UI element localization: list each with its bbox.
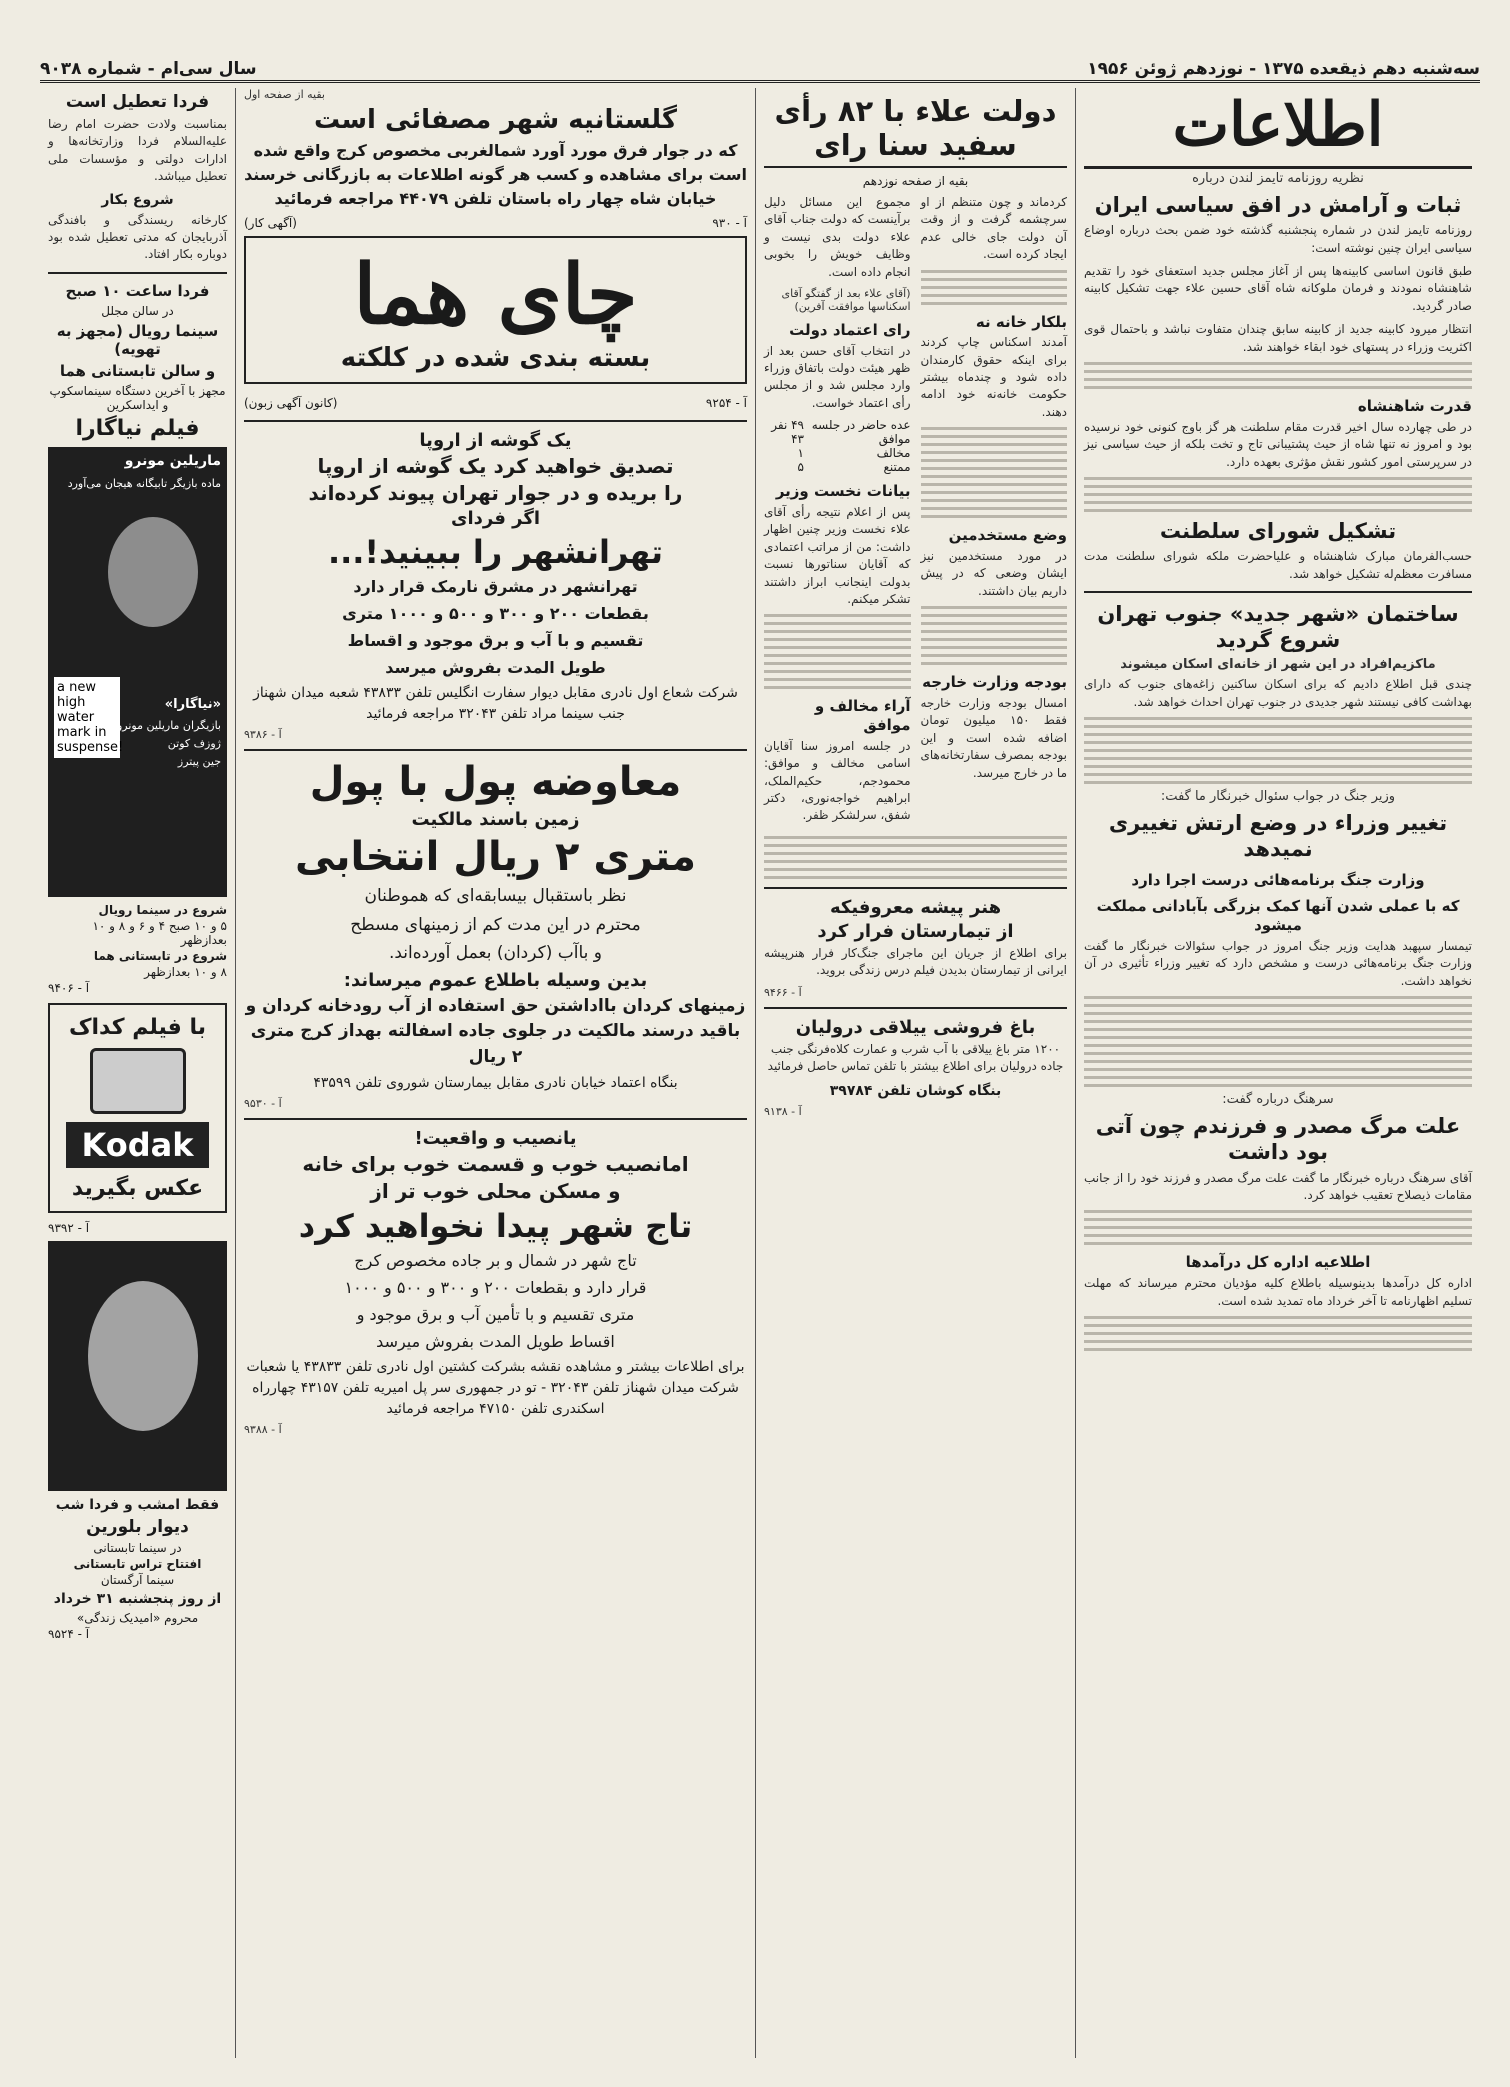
kodak-ref: آ - ۹۳۹۲: [48, 1220, 90, 1235]
tajshahr-contact: برای اطلاعات بیشتر و مشاهده نقشه بشرکت کشتین اول نادری تلفن ۴۳۸۳۳ یا شعبات شرکت میدان شهناز تلفن ۳۲۰۴۳ - تو در جمهوری سر پل امیریه تلفن ۴۳۱۵۷ چهارراه اسکندری تلفن ۴۷۱۵۰ مراجعه فرمائید: [246, 1359, 745, 1417]
tehranshahr-ref: آ - ۹۳۸۶: [244, 728, 282, 741]
tea-ref: [244, 394, 747, 412]
tea-ad: [244, 236, 747, 384]
tally-value: ۴۳: [791, 432, 804, 447]
divider: [244, 1118, 747, 1120]
tally-value: ۱: [797, 446, 804, 461]
shows-1: شروع در سینما رویال: [98, 902, 227, 917]
vote-subhead: رای اعتماد دولت: [789, 320, 911, 339]
column-notices: [40, 88, 235, 2058]
text-lines: [921, 427, 1068, 518]
poster-subtitle: ماده بازیگر تابیگانه هیجان می‌آورد: [67, 476, 221, 490]
divider: [1084, 591, 1472, 593]
poster-cast: ژوزف کوتن: [167, 736, 221, 750]
tajshahr-line-3: متری تقسیم و با تأمین آب و برق موجود و: [356, 1305, 635, 1324]
tea-tagline: بسته بندی شده در کلکته: [340, 343, 651, 373]
senate-continued: بقیه از صفحه نوزدهم: [862, 174, 969, 188]
lead-paragraph-3: انتظار میرود کابینه جدید از کابینه سابق چندان متفاوت نباشد و باحتمال قوی اکثریت وزراء در پستهای خود ابقاء خواهند شد.: [1084, 322, 1472, 354]
exchange-price: متری ۲ ریال انتخابی: [294, 834, 696, 880]
vote-tally: [764, 418, 911, 474]
poster-star: ماریلین مونرو: [124, 452, 221, 469]
golestan-headline: گلستانیه شهر مصفائی است: [313, 105, 678, 135]
colonel-kicker: سرهنگ درباره گفت:: [1222, 1092, 1334, 1108]
bank-subhead: بلکار خانه نه: [975, 312, 1067, 331]
text-lines: [1084, 996, 1472, 1087]
council-text: حسب‌الفرمان مبارک شاهنشاه و علیاحضرت ملکه شورای سلطنت مدت مسافرت معظم‌له تشکیل خواهد شد.: [1084, 549, 1472, 581]
votes-subhead: آراء مخالف و موافق: [814, 697, 911, 735]
lead-kicker: نظریه روزنامه تایمز لندن درباره: [1192, 171, 1364, 186]
kodak-top: با فیلم کداک: [68, 1014, 207, 1040]
tajshahr-head-2: و مسکن محلی خوب تر از: [370, 1179, 621, 1203]
text-lines: [921, 606, 1068, 665]
subhead-shah-text: در طی چهارده سال اخیر قدرت مقام سلطنت هر گز باوج کنونی خود نرسیده بود و امروز نه تنها شاه از حیث پشتیبانی تاج و تخت بلکه از حیث سیاسی نیز در سرپرستی امور کشور نقش مؤثری بعهده دارد.: [1084, 419, 1472, 469]
staff-subhead: وضع مستخدمین: [948, 526, 1067, 545]
exchange-line-2: محترم در این مدت کم از زمینهای مسطح: [350, 914, 641, 935]
exchange-contact: بنگاه اعتماد خیابان نادری مقابل بیمارستان شوروی تلفن ۴۳۵۹۹: [313, 1075, 678, 1091]
text-lines: [764, 836, 1067, 879]
text-lines: [764, 614, 911, 689]
divider: [764, 887, 1067, 889]
camera-icon: [90, 1048, 186, 1114]
garden-ad-phone: بنگاه کوشان تلفن ۳۹۷۸۴: [829, 1083, 1002, 1100]
exchange-title: معاوضه پول با پول: [309, 759, 682, 805]
new-city-kicker: ماکزیم‌افراد در این شهر از خانه‌ای اسکان میشوند: [1120, 657, 1436, 673]
war-subhead-2: که با عملی شدن آنها کمک بزرگی بآبادانی مملکت میشود: [1096, 897, 1460, 935]
work-text: کارخانه ریسندگی و بافندگی آذربایجان که مدتی تعطیل شده بود دوباره بکار افتاد.: [48, 212, 227, 262]
film-title: فیلم نیاگارا: [75, 415, 200, 441]
votes-text: در جلسه امروز سنا آقایان اسامی مخالف و موافق: محمودجم، حکیم‌الملک، ابراهیم خواجه‌نوری، دکتر شفق، سرلشکر ظفر.: [764, 738, 911, 823]
film2-tonight: فقط امشب و فردا شب: [55, 1496, 220, 1513]
holiday-title: فردا تعطیل است: [65, 92, 210, 112]
bank-text: آمدند اسکناس چاپ کردند برای اینکه حقوق کارمندان داده شود و چندماه بیشتر حکومت خانه‌نه خود ادامه دهند.: [920, 335, 1067, 419]
film2-name: محروم «امیدیک زندگی»: [76, 1610, 199, 1625]
text-lines: [921, 270, 1068, 305]
war-text: تیمسار سپهبد هدایت وزیر جنگ امروز در جواب سئوالات خبرنگار ما گفت وزارت جنگ برنامه‌هائی درست و مشخص دارد که تغییر وزراء تأثیری در آن نخواهد داشت.: [1084, 938, 1472, 988]
golestan-text: که در جوار فرق مورد آورد شمالغربی مخصوص کرج واقع شده است برای مشاهده و کسب هر گونه اطلاعات به بازرگانی خرسند خیابان شاه چهار راه باستان تلفن ۴۴۰۷۹ مراجعه فرمائید: [244, 141, 747, 208]
tajshahr-kicker: یانصیب و واقعیت!: [414, 1128, 577, 1149]
work-title: شروع بکار: [101, 191, 174, 208]
tehranshahr-head-3: اگر فردای: [451, 508, 540, 529]
divider: [244, 749, 747, 751]
tajshahr-big: تاج شهر پیدا نخواهید کرد: [298, 1207, 693, 1245]
column-senate: [755, 88, 1075, 2058]
text-lines: [1084, 1210, 1472, 1245]
tea-ref-left: (کانون آگهی زبون): [244, 396, 338, 410]
exchange-line-4: بدین وسیله باطلاع عموم میرساند:: [343, 969, 648, 991]
headline-revenue: اطلاعیه اداره کل درآمدها: [1185, 1253, 1371, 1272]
divider: [244, 420, 747, 422]
cinema-summer: و سالن تابستانی هما: [59, 361, 216, 380]
war-kicker: وزیر جنگ در جواب سئوال خبرنگار ما گفت:: [1160, 789, 1396, 805]
actor-portrait: [88, 1281, 198, 1431]
lead-paragraph-2: طبق قانون اساسی کابینه‌ها پس از آغاز مجلس جدید استعفای خود را تقدیم شاهنشاه نمودند و فرمان ملوکانه شاه آقای حسین علاء جهت تشکیل کابینه صادر گردید.: [1084, 264, 1472, 313]
tea-ref-right: آ - ۹۲۵۴: [705, 396, 747, 410]
cinema-time: فردا ساعت ۱۰ صبح: [65, 281, 210, 300]
golestan-ref-right: آ - ۹۳۰: [712, 216, 747, 230]
shows-3: شروع در تابستانی هما: [93, 948, 227, 963]
header-date: سه‌شنبه دهم ذیقعده ۱۳۷۵ - نوزدهم ژوئن ۱۹۵۶: [1087, 59, 1480, 79]
staff-text: در مورد مستخدمین نیز ایشان وضعی که در پیش داریم بیان داشتند.: [920, 549, 1067, 598]
senate-note: (آقای علاء بعد از گفتگو آقای اسکناسها موافقت آفرین): [781, 286, 911, 313]
poster-film: «نیاگارا»: [164, 696, 221, 712]
revenue-text: اداره کل درآمدها بدینوسیله باطلاع کلیه مؤدیان محترم میرساند که مهلت تسلیم اظهارنامه تا آخر خرداد ماه تمدید شده است.: [1084, 1276, 1472, 1308]
text-lines: [1084, 477, 1472, 512]
actor-ad-ref: آ - ۹۴۶۶: [764, 985, 802, 999]
tally-label: عده حاضر در جلسه: [811, 418, 911, 433]
tally-label: موافق: [878, 432, 911, 447]
film2-opening: افتتاح تراس تابستانی: [73, 1556, 202, 1571]
kodak-bottom: عکس بگیرید: [71, 1175, 204, 1201]
film2-venue: در سینما تابستانی: [93, 1540, 182, 1555]
tajshahr-line-2: قرار دارد و بقطعات ۲۰۰ و ۳۰۰ و ۵۰۰ و ۱۰۰۰: [344, 1278, 647, 1297]
kodak-ad: [48, 1003, 227, 1213]
headline-council: تشکیل شورای سلطنت: [1159, 518, 1397, 543]
budget-text: امسال بودجه وزارت خارجه فقط ۱۵۰ میلیون تومان اضافه شده است و این بودجه بمصرف سفارتخانه‌های ما در خارج میرسد.: [920, 695, 1068, 780]
poster-cast: بازیگران ماریلین مونرو: [116, 718, 221, 732]
film-poster: [48, 447, 227, 897]
golestan-ref: [244, 214, 747, 232]
garden-ad-title: باغ فروشی ییلاقی درولیان: [795, 1016, 1036, 1038]
film2-ref: آ - ۹۵۲۴: [48, 1626, 90, 1641]
tehranshahr-head-2: را بریده و در جوار تهران پیوند کرده‌اند: [308, 481, 683, 505]
film2-title: دیوار بلورین: [86, 1516, 189, 1537]
senate-p1: کردماند و چون متنظم از او سرچشمه گرفت و از وقت آن دولت جای خالی عدم ایجاد کرده است.: [920, 195, 1067, 262]
tehranshahr-contact: شرکت شعاع اول نادری مقابل دیوار سفارت انگلیس تلفن ۴۳۸۳۳ شعبه میدان شهناز جنب سینما مراد تلفن ۳۲۰۴۳ مراجعه فرمائید: [253, 685, 738, 722]
pm-text: پس از اعلام نتیجه رأی آقای علاء نخست وزیر چنین اظهار داشت: من از مراتب اعتمادی که آقایان سناتورها نسبت بدولت اینجانب ابراز داشتند تشکر میکنم.: [764, 505, 911, 606]
divider: [764, 1007, 1067, 1009]
tehranshahr-kicker: یک گوشه از اروپا: [419, 430, 572, 451]
tehranshahr-line-1: تهرانشهر در مشرق نارمک قرار دارد: [353, 577, 638, 596]
senate-body: [764, 194, 1067, 831]
vote-text: در انتخاب آقای حسن بعد از ظهر هیئت دولت باتفاق وزراء وارد مجلس شد و از مجلس رأی اعتماد خواست.: [764, 343, 911, 410]
senate-p2: مجموع این مسائل دلیل برآینست که دولت جناب آقای علاء دولت بدی نیست و وظایف خویش را بخوبی انجام داده است.: [764, 195, 911, 279]
cinema-name: سینما رویال (مجهز به تهویه): [56, 321, 219, 358]
pm-subhead: بیانات نخست وزیر: [775, 482, 911, 501]
tally-value: ۴۹ نفر: [771, 418, 804, 433]
senate-right: [921, 194, 1068, 831]
garden-ad-ref: آ - ۹۱۳۸: [764, 1105, 802, 1119]
tehranshahr-head-1: تصدیق خواهید کرد یک گوشه از اروپا: [317, 454, 674, 478]
senate-headline: دولت علاء با ۸۲ رأی سفید سنا رای: [764, 90, 1067, 168]
masthead: اطلاعات: [1084, 88, 1472, 169]
divider: [48, 272, 227, 274]
tea-brand: چای هما: [353, 247, 638, 343]
poster-tagline: a new high water mark in suspense!: [54, 677, 120, 758]
colonel-text: آقای سرهنگ درباره خبرنگار ما گفت علت مرگ مصدر و فرزند خود را از جانب مقامات ذیصلاح تعقیب خواهد کرد.: [1084, 1170, 1472, 1203]
shows-ref: آ - ۹۴۰۶: [48, 980, 90, 995]
column-main-news: [1075, 88, 1480, 2058]
headline-war-minister: تغییر وزراء در وضع ارتش تغییری نمیدهد: [1108, 811, 1448, 862]
tajshahr-ref: آ - ۹۳۸۸: [244, 1423, 282, 1436]
tajshahr-line-4: اقساط طویل المدت بفروش میرسد: [376, 1332, 615, 1351]
actor-photo: [48, 1241, 227, 1491]
tajshahr-line-1: تاج شهر در شمال و بر جاده مخصوص کرج: [354, 1251, 637, 1270]
text-lines: [1084, 1316, 1472, 1351]
holiday-text: بمناسبت ولادت حضرت امام رضا علیه‌السلام فردا وزارتخانه‌ها و ادارات دولتی و مؤسسات ملی تعطیل میباشد.: [48, 117, 227, 184]
cinema-where: در سالن مجلل: [101, 303, 174, 318]
exchange-sub: زمین باسند مالکیت: [411, 809, 580, 830]
actor-ad-sub: از تیمارستان فرار کرد: [817, 920, 1014, 942]
tally-label: ممتنع: [883, 460, 911, 475]
subhead-shah: قدرت شاهنشاه: [1357, 396, 1472, 415]
actor-ad-text: برای اطلاع از جریان این ماجرای جنگ‌کار فرار هنرپیشه ایرانی از تیمارستان بدیدن فیلم درس زندگی بروید.: [764, 945, 1067, 978]
golestan-kicker: بقیه از صفحه اول: [244, 88, 325, 101]
shows-4: ۸ و ۱۰ بعدازظهر: [144, 964, 227, 979]
text-lines: [1084, 362, 1472, 389]
headline-new-city: ساختمان «شهر جدید» جنوب تهران شروع گردید: [1097, 601, 1459, 653]
column-ads: [235, 88, 755, 2058]
cinema-equipment: مجهز با آخرین دستگاه سینماسکوپ و ایداسکرین: [49, 383, 226, 412]
page-header: [40, 58, 1480, 83]
tehranshahr-big: تهرانشهر را ببینید!...: [327, 533, 664, 571]
kodak-logo: Kodak: [66, 1122, 209, 1168]
exchange-line-3: و باآب (کردان) بعمل آورده‌اند.: [388, 943, 602, 963]
exchange-line-1: نظر باستقبال بیسابقه‌ای که هموطنان: [364, 886, 627, 906]
exchange-ref: آ - ۹۵۳۰: [244, 1097, 282, 1110]
shows-2: ۵ و ۱۰ صبح ۴ و ۶ و ۸ و ۱۰ بعدازظهر: [92, 918, 227, 947]
exchange-line-5: زمینهای کردان بااداشتن حق استفاده از آب رودخانه کردان و باقید درسند مالکیت در جلوی جاده اسفالته بهداز کرج متری ۲ ریال: [245, 995, 746, 1067]
new-city-text: چندی قبل اطلاع دادیم که برای اسکان ساکنین زاغه‌های جنوب که دارای بهداشت کافی نیستند شهر جدیدی در جنوب تهران احداث خواهد شد.: [1084, 677, 1472, 709]
tally-label: مخالف: [876, 446, 911, 461]
headline-colonel: علت مرگ مصدر و فرزندم چون آتی بود داشت: [1095, 1114, 1461, 1165]
newspaper-page: [40, 58, 1480, 2058]
tally-value: ۵: [797, 460, 804, 475]
lead-headline: ثبات و آرامش در افق سیاسی ایران: [1094, 193, 1462, 217]
lead-paragraph-1: روزنامه تایمز لندن در شماره پنجشنبه گذشته خود ضمن بحث درباره اوضاع سیاسی ایران چنین نوشته است:: [1084, 223, 1472, 255]
film2-cinema: سینما آرگستان: [100, 1572, 175, 1587]
budget-subhead: بودجه وزارت خارجه: [922, 673, 1067, 692]
film2-date: از روز پنجشنبه ۳۱ خرداد: [53, 1590, 222, 1607]
actor-ad-title: هنر پیشه معروفیکه: [829, 896, 1002, 918]
text-lines: [1084, 717, 1472, 784]
golestan-ref-left: (آگهی کار): [244, 216, 297, 230]
poster-cast: جین پیترز: [177, 754, 221, 768]
garden-ad-text: ۱۲۰۰ متر باغ ییلاقی با آب شرب و عمارت کلاه‌فرنگی جنب جاده درولیان برای اطلاع بیشتر با تلفن تماس حاصل فرمائید: [767, 1041, 1064, 1073]
tehranshahr-line-3: تقسیم و با آب و برق موجود و اقساط: [347, 631, 644, 650]
senate-left: [764, 194, 911, 831]
actress-portrait: [108, 517, 198, 627]
tehranshahr-line-2: بقطعات ۲۰۰ و ۳۰۰ و ۵۰۰ و ۱۰۰۰ متری: [342, 604, 649, 623]
war-subhead-1: وزارت جنگ برنامه‌هائی درست اجرا دارد: [1131, 870, 1425, 889]
tehranshahr-line-4: طویل المدت بفروش میرسد: [385, 658, 606, 677]
header-issue: سال سی‌ام - شماره ۹۰۳۸: [40, 59, 257, 79]
tajshahr-head-1: امانصیب خوب و قسمت خوب برای خانه: [302, 1152, 689, 1176]
